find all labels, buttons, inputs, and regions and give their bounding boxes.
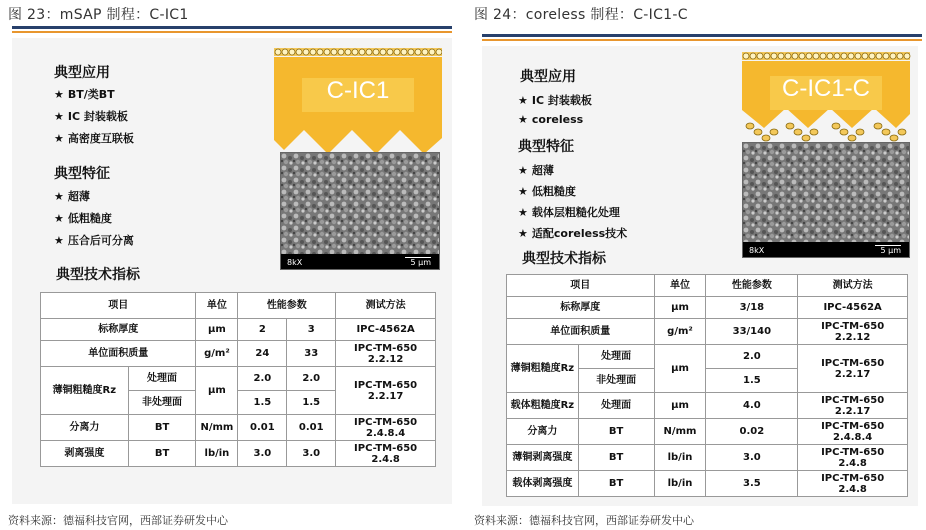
product-banner [274, 48, 442, 158]
cell-value: 3.0 [706, 445, 798, 471]
cell-subitem: 处理面 [578, 345, 654, 369]
sem-scale-label: 5 µm [410, 258, 431, 267]
applications-heading: 典型应用 [54, 65, 110, 81]
cell-method: IPC-TM-650 2.4.8.4 [798, 419, 908, 445]
cell-method: IPC-TM-650 2.4.8.4 [336, 415, 436, 441]
cell-unit: g/m² [654, 319, 706, 345]
cell-value: 4.0 [706, 393, 798, 419]
cell-subitem: BT [578, 445, 654, 471]
sem-magnification: 8kX [287, 258, 303, 267]
table-row [507, 393, 908, 419]
feature-item: ★ 低粗糙度 [54, 212, 112, 225]
title-rule-dark [12, 26, 452, 29]
feature-item: ★ 适配coreless技术 [518, 227, 628, 240]
cell-unit: µm [196, 367, 238, 415]
table-row [41, 367, 436, 391]
sem-texture [281, 153, 440, 270]
sem-texture [743, 143, 910, 258]
cell-unit: lb/in [654, 445, 706, 471]
cell-value: 33 [287, 341, 336, 367]
cell-value: 3/18 [706, 297, 798, 319]
cell-method: IPC-TM-650 2.2.12 [336, 341, 436, 367]
cell-method: IPC-4562A [336, 319, 436, 341]
table-row [41, 341, 436, 367]
spec-heading: 典型技术指标 [56, 267, 140, 283]
figure-23-panel [0, 0, 460, 530]
cell-value: 2 [238, 319, 287, 341]
feature-item: ★ 超薄 [54, 190, 90, 203]
cell-method: IPC-TM-650 2.4.8 [336, 441, 436, 467]
application-item: ★ coreless [518, 113, 584, 126]
cell-subitem: BT [578, 471, 654, 497]
cell-unit: µm [654, 345, 706, 393]
content-area [12, 38, 452, 504]
table-header-row [41, 293, 436, 319]
sem-micrograph [742, 142, 910, 258]
cell-value: 0.01 [238, 415, 287, 441]
cell-item: 剥离强度 [41, 441, 129, 467]
header-item: 项目 [41, 293, 196, 319]
cell-subitem: 处理面 [128, 367, 196, 391]
content-area [482, 46, 918, 506]
header-item: 项目 [507, 275, 655, 297]
cell-item: 分离力 [507, 419, 579, 445]
cell-item: 单位面积质量 [507, 319, 655, 345]
sem-scale-label: 5 µm [880, 246, 901, 255]
cell-value: 0.02 [706, 419, 798, 445]
table-row [507, 297, 908, 319]
product-banner [740, 52, 912, 148]
cell-value: 3.0 [238, 441, 287, 467]
table-row [507, 445, 908, 471]
banner-label: C-IC1-C [782, 75, 870, 102]
cell-item: 单位面积质量 [41, 341, 196, 367]
table-row [41, 415, 436, 441]
cell-value: 3.5 [706, 471, 798, 497]
header-method: 测试方法 [798, 275, 908, 297]
source-note: 资料来源：德福科技官网，西部证券研发中心 [8, 514, 228, 527]
cell-item: 载体粗糙度Rz [507, 393, 579, 419]
table-row [507, 319, 908, 345]
header-unit: 单位 [196, 293, 238, 319]
table-row [507, 345, 908, 369]
cell-unit: lb/in [654, 471, 706, 497]
cell-value: 2.0 [287, 367, 336, 391]
cell-unit: lb/in [196, 441, 238, 467]
feature-item: ★ 载体层粗糙化处理 [518, 206, 620, 219]
banner-label: C-IC1 [326, 77, 390, 104]
cell-value: 1.5 [287, 391, 336, 415]
feature-item: ★ 低粗糙度 [518, 185, 576, 198]
cell-method: IPC-TM-650 2.2.17 [798, 393, 908, 419]
cell-item: 薄铜粗糙度Rz [507, 345, 579, 393]
cell-item: 标称厚度 [507, 297, 655, 319]
cell-subitem: 非处理面 [128, 391, 196, 415]
cell-method: IPC-TM-650 2.4.8 [798, 471, 908, 497]
cell-subitem: BT [128, 441, 196, 467]
sem-micrograph [280, 152, 440, 270]
title-rule-orange [482, 39, 922, 41]
cell-subitem: BT [578, 419, 654, 445]
cell-value: 33/140 [706, 319, 798, 345]
cell-unit: N/mm [654, 419, 706, 445]
header-performance: 性能参数 [238, 293, 336, 319]
cell-value: 1.5 [706, 369, 798, 393]
header-unit: 单位 [654, 275, 706, 297]
cell-unit: g/m² [196, 341, 238, 367]
cell-method: IPC-TM-650 2.2.12 [798, 319, 908, 345]
figure-title: 图 23：mSAP 制程：C-IC1 [8, 7, 189, 23]
cell-subitem: 处理面 [578, 393, 654, 419]
title-rule-dark [482, 34, 922, 37]
spec-table [40, 292, 436, 467]
table-row [507, 471, 908, 497]
cell-value: 24 [238, 341, 287, 367]
cell-subitem: 非处理面 [578, 369, 654, 393]
table-row [41, 441, 436, 467]
features-heading: 典型特征 [54, 166, 110, 182]
table-row [507, 419, 908, 445]
cell-value: 0.01 [287, 415, 336, 441]
cell-method: IPC-4562A [798, 297, 908, 319]
figure-title: 图 24：coreless 制程：C-IC1-C [474, 7, 688, 23]
source-note: 资料来源：德福科技官网，西部证券研发中心 [474, 514, 694, 527]
table-header-row [507, 275, 908, 297]
header-performance: 性能参数 [706, 275, 798, 297]
cell-item: 薄铜粗糙度Rz [41, 367, 129, 415]
application-item: ★ IC 封装载板 [54, 110, 128, 123]
cell-value: 3 [287, 319, 336, 341]
feature-item: ★ 超薄 [518, 164, 554, 177]
cell-value: 3.0 [287, 441, 336, 467]
cell-method: IPC-TM-650 2.2.17 [798, 345, 908, 393]
figure-24-panel [466, 0, 926, 530]
cell-unit: µm [196, 319, 238, 341]
header-method: 测试方法 [336, 293, 436, 319]
cell-value: 2.0 [706, 345, 798, 369]
cell-subitem: BT [128, 415, 196, 441]
cell-unit: µm [654, 393, 706, 419]
cell-unit: µm [654, 297, 706, 319]
feature-item: ★ 压合后可分离 [54, 234, 134, 247]
features-heading: 典型特征 [518, 139, 574, 155]
cell-method: IPC-TM-650 2.2.17 [336, 367, 436, 415]
table-row [41, 319, 436, 341]
sem-magnification: 8kX [749, 246, 765, 255]
cell-item: 标称厚度 [41, 319, 196, 341]
application-item: ★ 高密度互联板 [54, 132, 134, 145]
cell-unit: N/mm [196, 415, 238, 441]
cell-value: 1.5 [238, 391, 287, 415]
spec-heading: 典型技术指标 [522, 251, 606, 267]
cell-item: 载体剥离强度 [507, 471, 579, 497]
application-item: ★ IC 封装载板 [518, 94, 592, 107]
spec-table [506, 274, 908, 497]
title-rule-orange [12, 31, 452, 33]
cell-method: IPC-TM-650 2.4.8 [798, 445, 908, 471]
cell-value: 2.0 [238, 367, 287, 391]
applications-heading: 典型应用 [520, 69, 576, 85]
cell-item: 分离力 [41, 415, 129, 441]
application-item: ★ BT/类BT [54, 88, 115, 101]
cell-item: 薄铜剥离强度 [507, 445, 579, 471]
